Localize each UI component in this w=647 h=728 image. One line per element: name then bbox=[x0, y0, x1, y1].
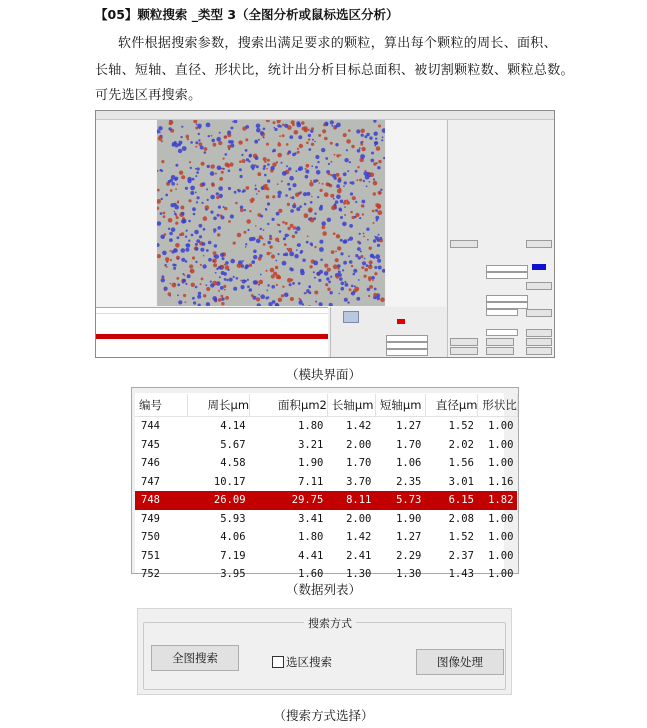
table-row[interactable] bbox=[135, 454, 517, 473]
table-cell: 1.56 bbox=[448, 457, 474, 470]
search-mode-panel bbox=[137, 608, 512, 695]
module-interface-screenshot bbox=[95, 110, 555, 358]
particle-overlay bbox=[157, 120, 385, 306]
table-cell: 1.42 bbox=[346, 531, 372, 544]
table-row[interactable] bbox=[135, 528, 517, 547]
table-header-row bbox=[135, 394, 517, 417]
column-header[interactable]: 形状比 bbox=[478, 394, 518, 417]
screenshot-left-area bbox=[96, 120, 156, 306]
table-cell: 1.70 bbox=[396, 438, 422, 451]
region-search-label: 选区搜索 bbox=[286, 655, 332, 669]
table-cell: 1.00 bbox=[488, 512, 514, 525]
table-cell: 1.30 bbox=[346, 568, 372, 581]
screenshot-right-area bbox=[386, 120, 446, 306]
image-process-button[interactable]: 图像处理 bbox=[416, 649, 504, 675]
column-header[interactable]: 直径μm bbox=[425, 394, 478, 417]
checkbox-box[interactable] bbox=[272, 656, 284, 668]
table-cell: 1.90 bbox=[396, 512, 422, 525]
table-row[interactable] bbox=[135, 436, 517, 455]
particle-table bbox=[135, 394, 518, 584]
screenshot-mini-table bbox=[96, 307, 328, 358]
micrograph-image bbox=[157, 120, 385, 306]
table-cell: 3.70 bbox=[346, 475, 372, 488]
full-search-button[interactable]: 全图搜索 bbox=[151, 645, 239, 671]
section-heading bbox=[95, 5, 399, 23]
table-cell: 752 bbox=[141, 568, 160, 581]
screenshot-settings-panel bbox=[447, 120, 555, 357]
column-header[interactable]: 短轴μm bbox=[375, 394, 425, 417]
table-row[interactable] bbox=[135, 491, 517, 510]
section-title: 颗粒搜索 _类型 3（全图分析或鼠标选区分析） bbox=[137, 7, 399, 22]
table-row[interactable] bbox=[135, 473, 517, 492]
table-cell: 4.41 bbox=[298, 549, 324, 562]
description-line-2: 长轴、短轴、直径、形状比，统计出分析目标总面积、被切割颗粒数、颗粒总数。 bbox=[95, 63, 574, 78]
table-row[interactable] bbox=[135, 417, 517, 436]
table-cell: 1.00 bbox=[488, 457, 514, 470]
table-cell: 746 bbox=[141, 457, 160, 470]
table-cell: 1.82 bbox=[478, 491, 518, 510]
table-cell: 1.90 bbox=[298, 457, 324, 470]
table-cell: 1.00 bbox=[488, 438, 514, 451]
table-row[interactable] bbox=[135, 510, 517, 529]
search-mode-title: 搜索方式 bbox=[304, 615, 356, 631]
table-cell: 3.21 bbox=[298, 438, 324, 451]
column-header[interactable]: 编号 bbox=[135, 394, 187, 417]
table-cell: 750 bbox=[141, 531, 160, 544]
table-cell: 2.00 bbox=[346, 438, 372, 451]
table-cell: 3.41 bbox=[298, 512, 324, 525]
region-search-checkbox[interactable] bbox=[272, 654, 332, 670]
table-cell: 1.80 bbox=[298, 420, 324, 433]
screenshot-titlebar bbox=[96, 111, 554, 120]
caption-search-mode: （搜索方式选择） bbox=[273, 708, 374, 723]
table-cell: 1.00 bbox=[488, 420, 514, 433]
table-cell: 1.06 bbox=[396, 457, 422, 470]
table-cell: 1.70 bbox=[346, 457, 372, 470]
table-cell: 7.19 bbox=[220, 549, 246, 562]
table-cell: 1.80 bbox=[298, 531, 324, 544]
description-line-1: 软件根据搜索参数，搜索出满足要求的颗粒，算出每个颗粒的周长、面积、 bbox=[118, 36, 557, 51]
table-cell: 747 bbox=[141, 475, 160, 488]
table-cell: 2.37 bbox=[448, 549, 474, 562]
table-cell: 1.27 bbox=[396, 420, 422, 433]
table-cell: 5.93 bbox=[220, 512, 246, 525]
table-cell: 5.73 bbox=[375, 491, 425, 510]
table-cell: 7.11 bbox=[298, 475, 324, 488]
description-line-3: 可先选区再搜索。 bbox=[95, 88, 202, 103]
table-cell: 2.00 bbox=[346, 512, 372, 525]
data-list-table bbox=[131, 387, 519, 581]
table-cell: 1.00 bbox=[488, 531, 514, 544]
table-cell: 3.01 bbox=[448, 475, 474, 488]
table-cell: 1.52 bbox=[448, 420, 474, 433]
caption-data-list: （数据列表） bbox=[285, 582, 361, 597]
table-cell: 2.41 bbox=[346, 549, 372, 562]
table-cell: 8.11 bbox=[327, 491, 375, 510]
table-cell: 4.14 bbox=[220, 420, 246, 433]
table-top-edge bbox=[132, 388, 518, 393]
section-number: 【05】 bbox=[95, 7, 138, 22]
column-header[interactable]: 面积μm2 bbox=[250, 394, 328, 417]
caption-module: （模块界面） bbox=[285, 367, 361, 382]
table-cell: 2.08 bbox=[448, 512, 474, 525]
table-cell: 1.43 bbox=[448, 568, 474, 581]
table-cell: 744 bbox=[141, 420, 160, 433]
table-cell: 1.30 bbox=[396, 568, 422, 581]
table-cell: 1.52 bbox=[448, 531, 474, 544]
table-cell: 29.75 bbox=[250, 491, 328, 510]
table-cell: 745 bbox=[141, 438, 160, 451]
table-cell: 4.58 bbox=[220, 457, 246, 470]
screenshot-result-panel bbox=[330, 307, 447, 357]
table-cell: 26.09 bbox=[187, 491, 250, 510]
table-cell: 4.06 bbox=[220, 531, 246, 544]
table-cell: 10.17 bbox=[213, 475, 246, 488]
table-cell: 6.15 bbox=[425, 491, 478, 510]
table-cell: 1.16 bbox=[488, 475, 514, 488]
table-cell: 1.60 bbox=[298, 568, 324, 581]
table-cell: 5.67 bbox=[220, 438, 246, 451]
table-cell: 751 bbox=[141, 549, 160, 562]
table-cell: 1.00 bbox=[488, 568, 514, 581]
table-cell: 1.42 bbox=[346, 420, 372, 433]
table-cell: 2.29 bbox=[396, 549, 422, 562]
column-header[interactable]: 周长μm bbox=[187, 394, 250, 417]
table-cell: 2.02 bbox=[448, 438, 474, 451]
table-cell: 749 bbox=[141, 512, 160, 525]
column-header[interactable]: 长轴μm bbox=[327, 394, 375, 417]
table-cell: 748 bbox=[135, 491, 187, 510]
table-row[interactable] bbox=[135, 547, 517, 566]
table-cell: 3.95 bbox=[220, 568, 246, 581]
table-cell: 1.27 bbox=[396, 531, 422, 544]
table-cell: 2.35 bbox=[396, 475, 422, 488]
table-cell: 1.00 bbox=[488, 549, 514, 562]
